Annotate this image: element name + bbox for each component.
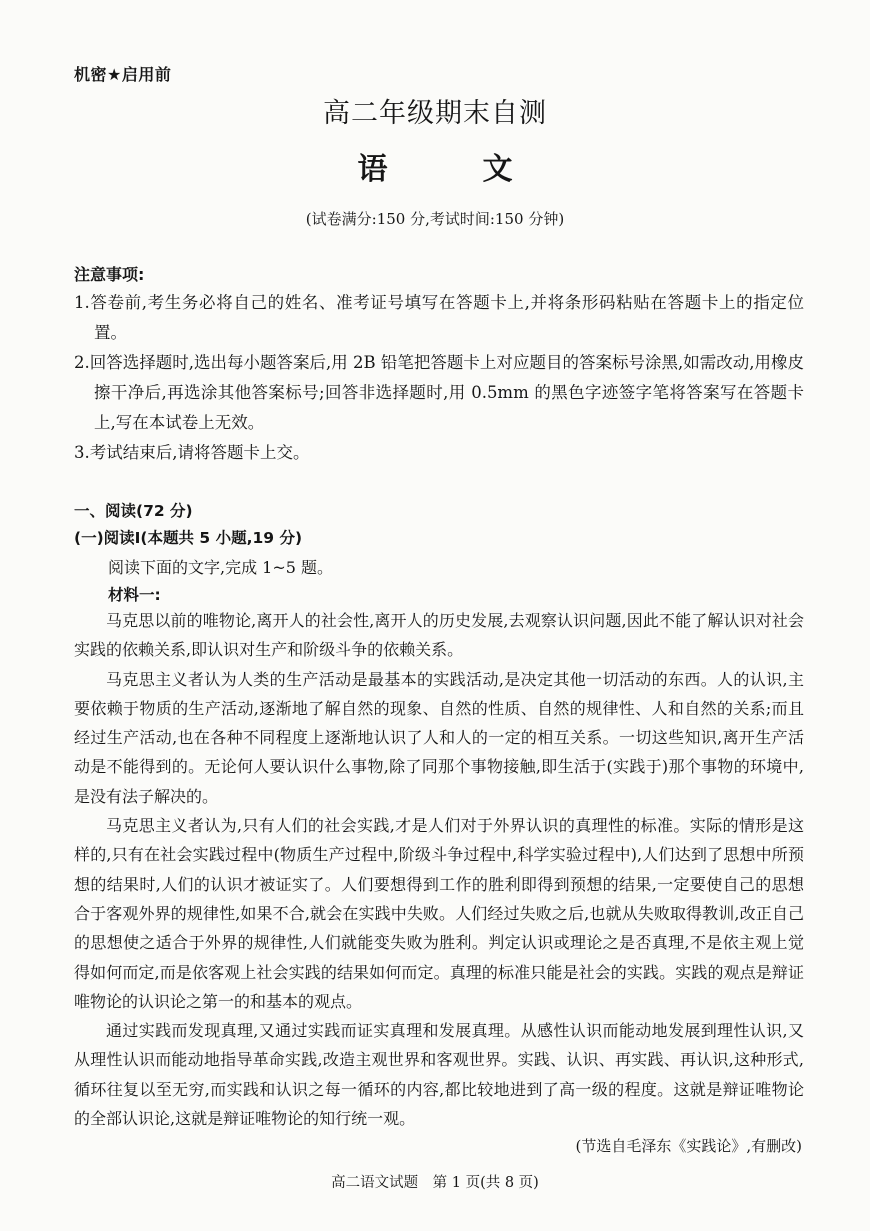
subject-char-1: 语 (357, 152, 388, 187)
notice-heading: 注意事项: (74, 265, 145, 284)
passage-source: (节选自毛泽东《实践论》,有删改) (575, 1137, 802, 1155)
confidential-mark: 机密★启用前 (74, 65, 172, 84)
notice-item: 2.回答选择题时,选出每小题答案后,用 2B 铅笔把答题卡上对应题目的答案标号涂黑,如需改动,用橡皮擦干净后,再选涂其他答案标号;回答非选择题时,用 0.5mm 的黑色字迹签字笔将答案写在答题卡上,写在本试卷上无效。 (74, 353, 804, 432)
exam-info: (试卷满分:150 分,考试时间:150 分钟) (305, 210, 565, 228)
subject-title (0, 144, 870, 188)
section-heading: 一、阅读(72 分) (74, 502, 193, 520)
passage-paragraph: 马克思主义者认为人类的生产活动是最基本的实践活动,是决定其他一切活动的东西。人的认识,主要依赖于物质的生产活动,逐渐地了解自然的现象、自然的性质、自然的规律性、人和自然的关系;而且经过生产活动,也在各种不同程度上逐渐地认识了人和人的一定的相互关系。一切这些知识,离开生产活动是不能得到的。无论何人要认识什么事物,除了同那个事物接触,即生活于(实践于)那个事物的环境中,是没有法子解决的。 (74, 669, 804, 806)
reading-instruction: 阅读下面的文字,完成 1~5 题。 (108, 558, 334, 577)
passage-paragraph: 通过实践而发现真理,又通过实践而证实真理和发展真理。从感性认识而能动地发展到理性认识,又从理性认识而能动地指导革命实践,改造主观世界和客观世界。实践、认识、再实践、再认识,这种形式,循环往复以至无穷,而实践和认识之每一循环的内容,都比较地进到了高一级的程度。这就是辩证唯物论的全部认识论,这就是辩证唯物论的知行统一观。 (74, 1021, 804, 1129)
notice-list (74, 288, 804, 468)
passage-paragraph: 马克思主义者认为,只有人们的社会实践,才是人们对于外界认识的真理性的标准。实际的情形是这样的,只有在社会实践过程中(物质生产过程中,阶级斗争过程中,科学实验过程中),人们达到了思想中所预想的结果时,人们的认识才被证实了。人们要想得到工作的胜利即得到预想的结果,一定要使自己的思想合于客观外界的规律性,如果不合,就会在实践中失败。人们经过失败之后,也就从失败取得教训,改正自己的思想使之适合于外界的规律性,人们就能变失败为胜利。判定认识或理论之是否真理,不是依主观上觉得如何而定,而是依客观上社会实践的结果如何而定。真理的标准只能是社会的实践。实践的观点是辩证唯物论的认识论之第一的和基本的观点。 (74, 816, 804, 1011)
reading-passage (74, 606, 804, 1133)
subject-char-2: 文 (482, 152, 513, 187)
notice-item: 1.答卷前,考生务必将自己的姓名、准考证号填写在答题卡上,并将条形码粘贴在答题卡上的指定位置。 (74, 293, 804, 342)
notice-item: 3.考试结束后,请将答题卡上交。 (74, 443, 310, 462)
material-label: 材料一: (108, 586, 161, 604)
page-title: 高二年级期末自测 (323, 98, 547, 129)
passage-paragraph: 马克思以前的唯物论,离开人的社会性,离开人的历史发展,去观察认识问题,因此不能了解认识对社会实践的依赖关系,即认识对生产和阶级斗争的依赖关系。 (74, 611, 804, 660)
page-footer: 高二语文试题 第 1 页(共 8 页) (331, 1175, 539, 1191)
subsection-heading: (一)阅读Ⅰ(本题共 5 小题,19 分) (74, 529, 303, 547)
